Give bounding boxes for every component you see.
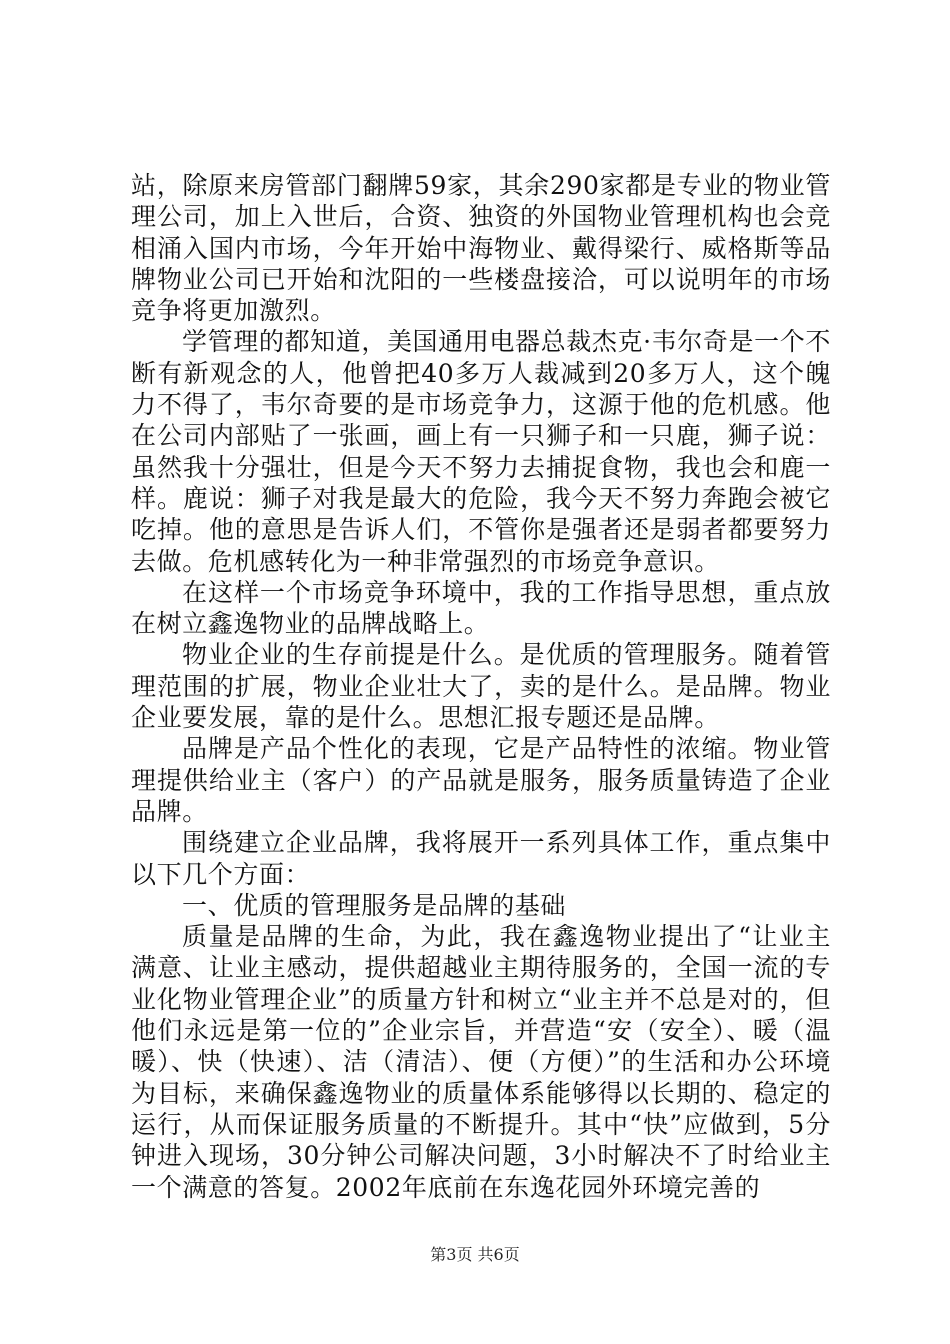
page-number-footer: 第3页 共6页 — [430, 1245, 520, 1264]
paragraph-guiding-thought: 在这样一个市场竞争环境中，我的工作指导思想，重点放在树立鑫逸物业的品牌战略上。 — [131, 577, 831, 639]
paragraph-welch: 学管理的都知道，美国通用电器总裁杰克·韦尔奇是一个不断有新观念的人，他曾把40多万人裁减到20多万人，这个魄力不得了，韦尔奇要的是市场竞争力，这源于他的危机感。他在公司内部贴了一张画，画上有一只狮子和一只鹿，狮子说：虽然我十分强壮，但是今天不努力去捕捉食物，我也会和鹿一样。鹿说：狮子对我是最大的危险，我今天不努力奔跑会被它吃掉。他的意思是告诉人们，不管你是强者还是弱者都要努力去做。危机感转化为一种非常强烈的市场竞争意识。 — [131, 327, 831, 576]
body-text — [131, 170, 831, 1203]
paragraph-survival-premise: 物业企业的生存前提是什么。是优质的管理服务。随着管理范围的扩展，物业企业壮大了，卖的是什么。是品牌。物业企业要发展，靠的是什么。思想汇报专题还是品牌。 — [131, 640, 831, 733]
paragraph-continuation: 站，除原来房管部门翻牌59家，其余290家都是专业的物业管理公司，加上入世后，合资、独资的外国物业管理机构也会竞相涌入国内市场，今年开始中海物业、戴得梁行、威格斯等品牌物业公司已开始和沈阳的一些楼盘接洽，可以说明年的市场竞争将更加激烈。 — [131, 171, 831, 326]
paragraph-quality-policy: 质量是品牌的生命，为此，我在鑫逸物业提出了“让业主满意、让业主感动，提供超越业主期待服务的，全国一流的专业化物业管理企业”的质量方针和树立“业主并不总是对的，但他们永远是第一位的”企业宗旨，并营造“安（安全）、暖（温暖）、快（快速）、洁（清洁）、便（方便）”的生活和办公环境为目标，来确保鑫逸物业的质量体系能够得以长期的、稳定的运行，从而保证服务质量的不断提升。其中“快”应做到，5分钟进入现场，30分钟公司解决问题，3小时解决不了时给业主一个满意的答复。2002年底前在东逸花园外环境完善的 — [131, 922, 831, 1202]
paragraph-work-plan: 围绕建立企业品牌，我将展开一系列具体工作，重点集中以下几个方面： — [131, 828, 831, 889]
paragraph-brand-definition: 品牌是产品个性化的表现，它是产品特性的浓缩。物业管理提供给业主（客户）的产品就是服务，服务质量铸造了企业品牌。 — [131, 734, 831, 826]
section-heading-quality: 一、优质的管理服务是品牌的基础 — [182, 890, 567, 920]
